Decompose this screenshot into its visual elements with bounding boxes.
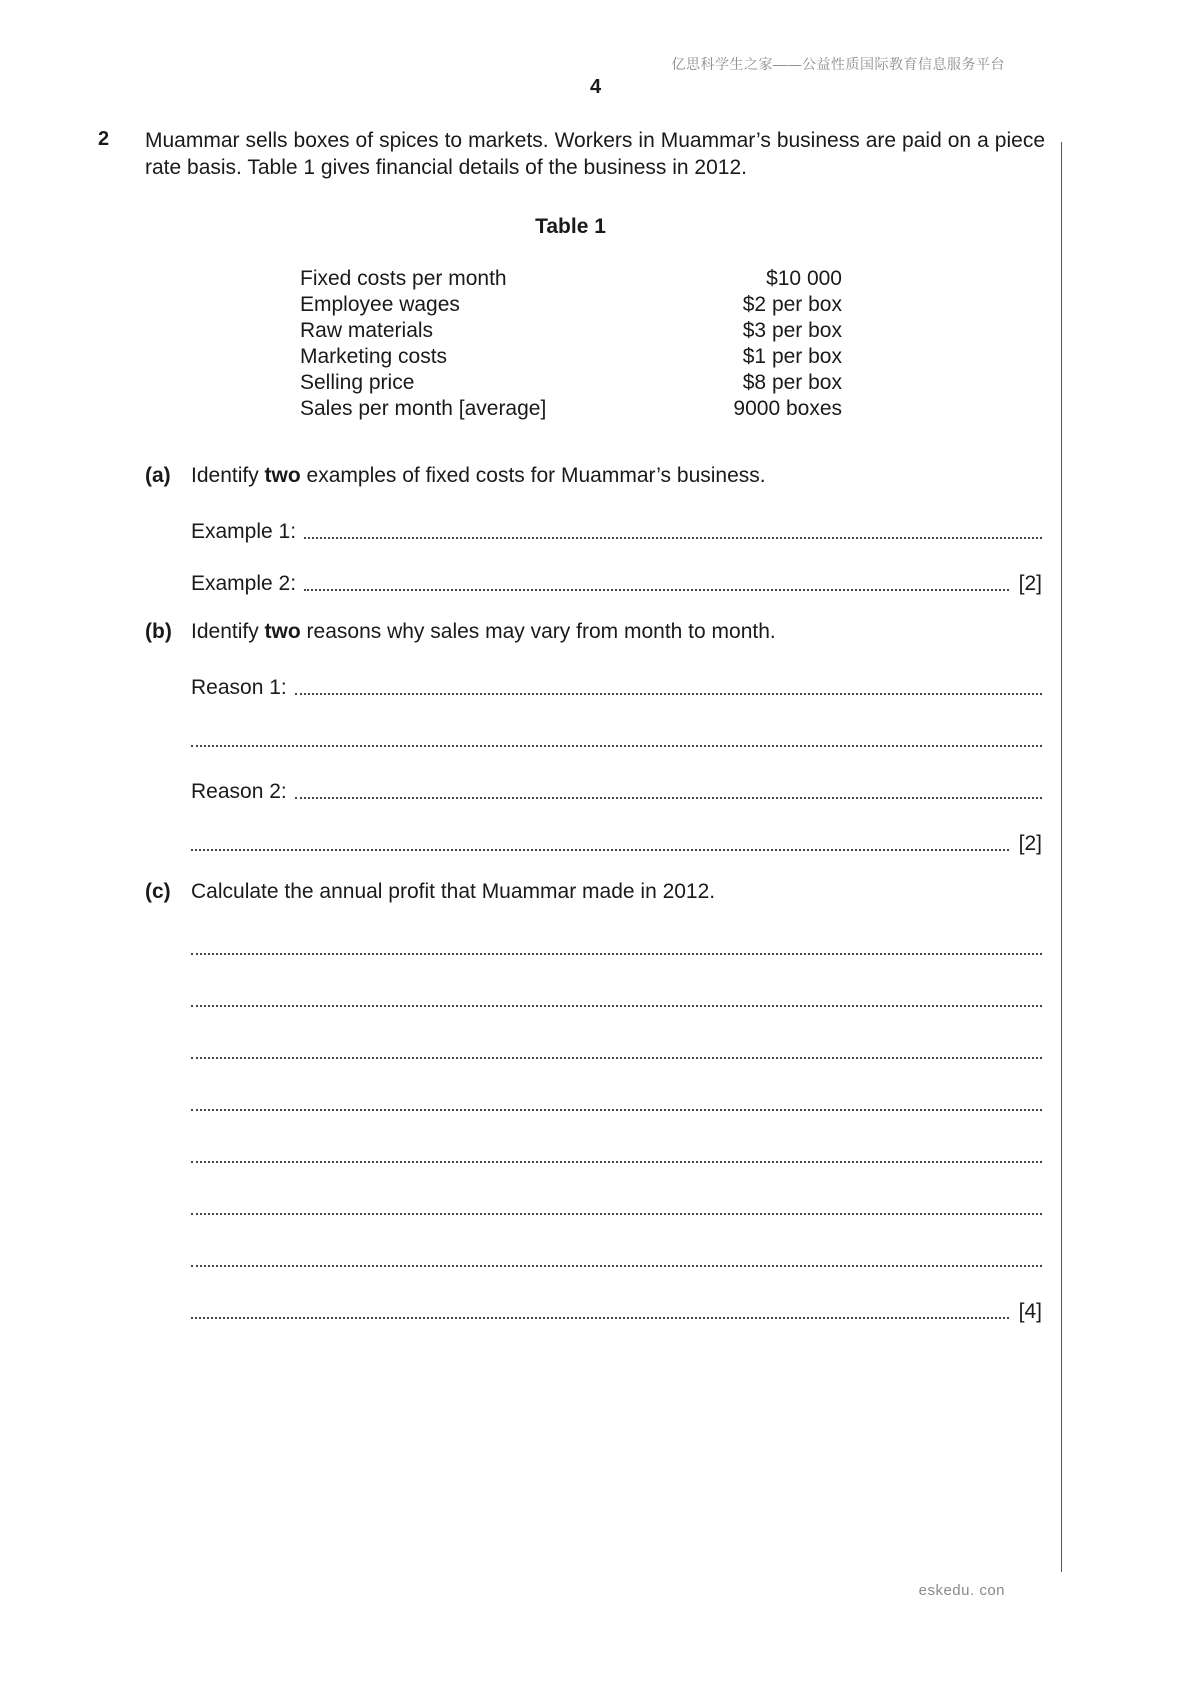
marks-label: [2]	[1018, 572, 1042, 595]
table-row	[300, 370, 842, 396]
dotted-line	[304, 589, 1009, 591]
emphasis: two	[264, 464, 301, 487]
row-label: Sales per month [average]	[300, 397, 547, 420]
part-a-text: Identify two examples of fixed costs for Muammar’s business.	[191, 464, 766, 487]
answer-line[interactable]	[191, 568, 1042, 596]
answer-line[interactable]	[191, 1296, 1042, 1324]
table-row	[300, 318, 842, 344]
dotted-line	[295, 693, 1042, 695]
dotted-line	[191, 1317, 1009, 1319]
emphasis: two	[264, 620, 301, 643]
answer-line[interactable]	[191, 828, 1042, 856]
question-intro: Muammar sells boxes of spices to markets. Workers in Muammar’s business are paid on a piece rate basis. Table 1 gives financial details of the business in 2012.	[145, 129, 1045, 179]
marks-label: [4]	[1018, 1300, 1042, 1323]
part-b-text: Identify two reasons why sales may vary from month to month.	[191, 620, 776, 643]
margin-rule	[1061, 142, 1062, 1572]
table-title: Table 1	[535, 215, 606, 238]
dotted-line	[191, 1161, 1042, 1163]
part-a-label: (a)	[145, 464, 171, 487]
row-value: $1 per box	[742, 345, 842, 368]
answer-label: Reason 2:	[191, 780, 287, 803]
answer-line[interactable]	[191, 1244, 1042, 1272]
part-c-label: (c)	[145, 880, 171, 903]
financial-table	[300, 266, 842, 422]
answer-label: Example 2:	[191, 572, 297, 595]
answer-line[interactable]	[191, 1192, 1042, 1220]
table-row	[300, 396, 842, 422]
row-label: Fixed costs per month	[300, 267, 507, 290]
answer-label: Reason 1:	[191, 676, 287, 699]
header-site-text: 亿思科学生之家——公益性质国际教育信息服务平台	[671, 56, 1005, 72]
page-number: 4	[589, 76, 602, 98]
answer-line[interactable]	[191, 672, 1042, 700]
question-number: 2	[98, 128, 110, 150]
part-b-label: (b)	[145, 620, 172, 643]
row-value: 9000 boxes	[733, 397, 842, 420]
answer-line[interactable]	[191, 984, 1042, 1012]
dotted-line	[295, 797, 1042, 799]
row-label: Raw materials	[300, 319, 434, 342]
dotted-line	[191, 1057, 1042, 1059]
dotted-line	[191, 745, 1042, 747]
table-row	[300, 266, 842, 292]
footer-site-text: eskedu. con	[918, 1582, 1005, 1599]
dotted-line	[191, 953, 1042, 955]
answer-line[interactable]	[191, 1088, 1042, 1116]
dotted-line	[191, 1213, 1042, 1215]
dotted-line	[191, 1265, 1042, 1267]
row-label: Employee wages	[300, 293, 460, 316]
table-row	[300, 292, 842, 318]
row-value: $8 per box	[742, 371, 842, 394]
dotted-line	[191, 849, 1009, 851]
row-value: $10 000	[766, 267, 842, 290]
row-label: Selling price	[300, 371, 415, 394]
dotted-line	[191, 1005, 1042, 1007]
answer-line[interactable]	[191, 1140, 1042, 1168]
answer-line[interactable]	[191, 724, 1042, 752]
marks-label: [2]	[1018, 832, 1042, 855]
part-c-text: Calculate the annual profit that Muammar made in 2012.	[191, 880, 716, 903]
row-value: $2 per box	[742, 293, 842, 316]
dotted-line	[304, 537, 1042, 539]
dotted-line	[191, 1109, 1042, 1111]
answer-line[interactable]	[191, 776, 1042, 804]
table-row	[300, 344, 842, 370]
answer-line[interactable]	[191, 1036, 1042, 1064]
row-value: $3 per box	[742, 319, 842, 342]
answer-line[interactable]	[191, 516, 1042, 544]
row-label: Marketing costs	[300, 345, 448, 368]
answer-label: Example 1:	[191, 520, 297, 543]
answer-line[interactable]	[191, 932, 1042, 960]
